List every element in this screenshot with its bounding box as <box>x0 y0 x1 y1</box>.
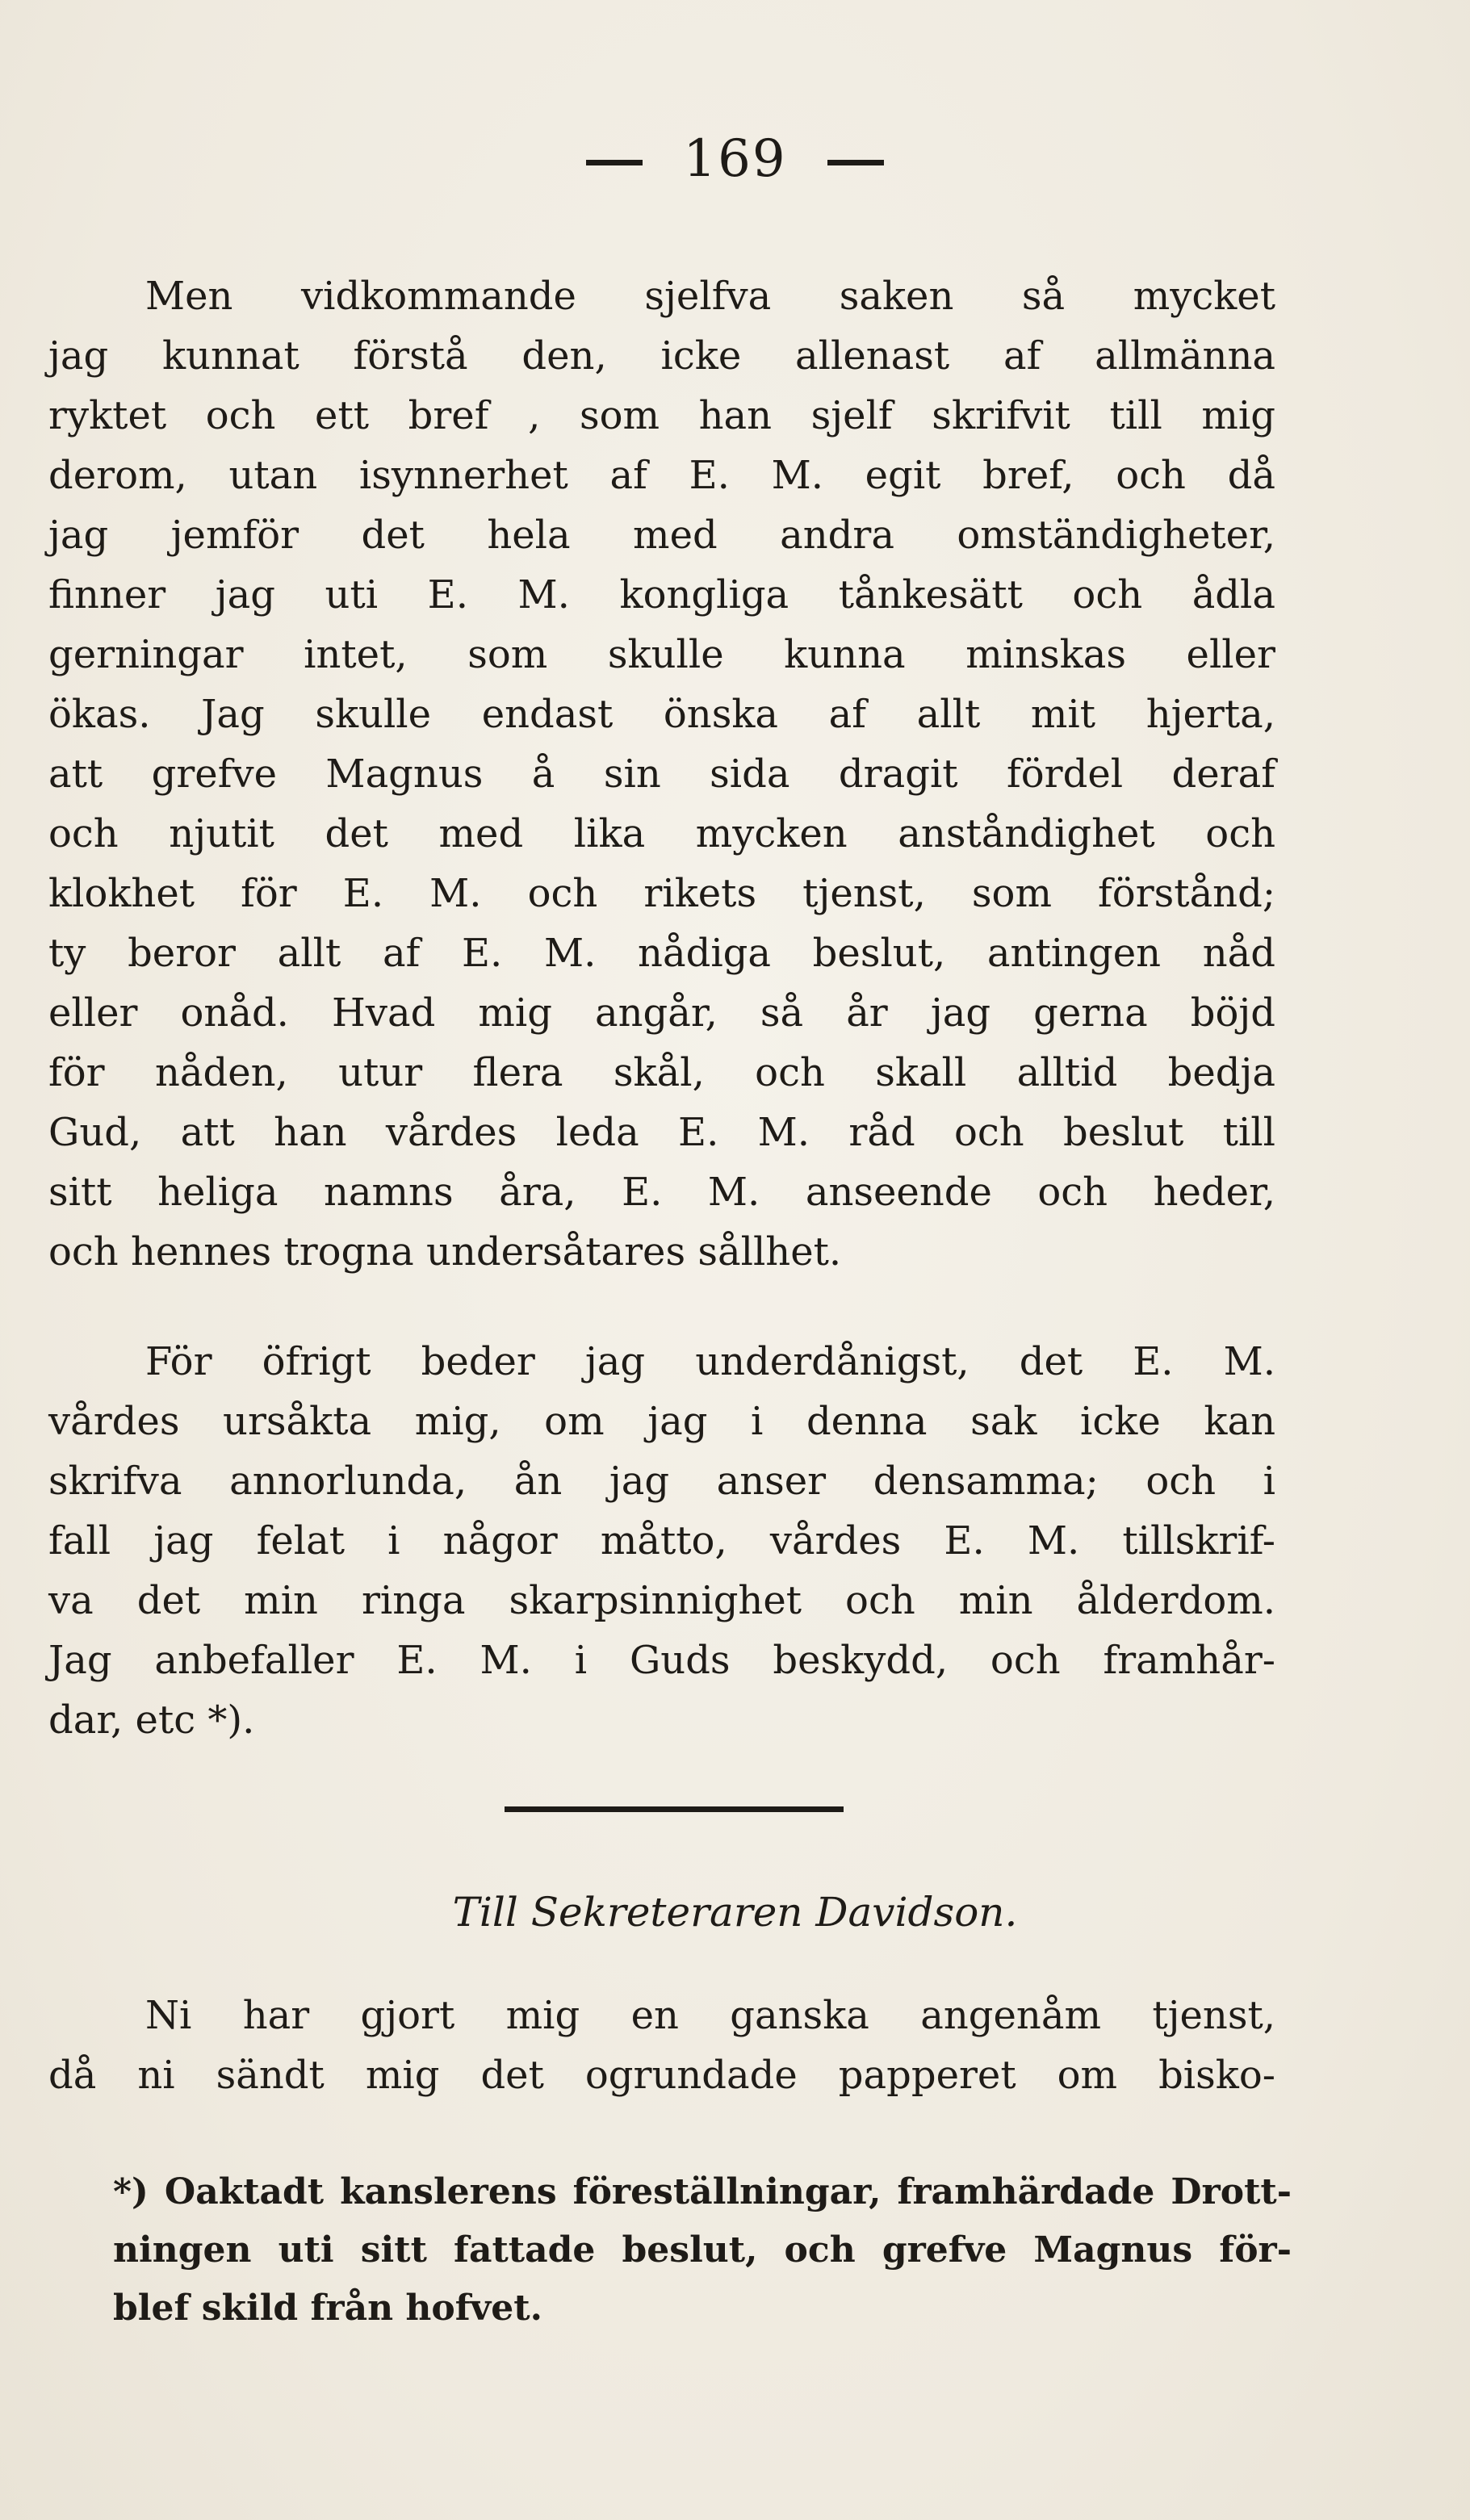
text-line: Gud, att han vårdes leda E. M. råd och beslut till <box>48 1110 1275 1155</box>
text-line: för nåden, utur flera skål, och skall alltid bedja <box>48 1050 1275 1095</box>
text-line: jag jemför det hela med andra omständigheter, <box>48 513 1275 558</box>
page-number: 169 <box>683 129 787 189</box>
header-dash-right <box>827 160 884 165</box>
text-line: gerningar intet, som skulle kunna minskas eller <box>48 632 1275 677</box>
paragraph-3 <box>48 1986 1275 2105</box>
text-line: Jag anbefaller E. M. i Guds beskydd, och framhår- <box>48 1638 1275 1683</box>
text-line: va det min ringa skarpsinnighet och min ålderdom. <box>48 1578 1275 1623</box>
text-line: att grefve Magnus å sin sida dragit fördel deraf <box>48 751 1275 797</box>
letter-heading: Till Sekreteraren Davidson. <box>452 1889 1018 1936</box>
page-header <box>0 129 1470 189</box>
footnote-line: ningen uti sitt fattade beslut, och grefve Magnus för- <box>113 2229 1292 2271</box>
text-line: ryktet och ett bref , som han sjelf skrifvit till mig <box>48 393 1275 438</box>
text-line: Men vidkommande sjelfva saken så mycket <box>145 274 1275 319</box>
text-line: ty beror allt af E. M. nådiga beslut, antingen nåd <box>48 931 1275 976</box>
text-line: sitt heliga namns åra, E. M. anseende och heder, <box>48 1170 1275 1215</box>
text-line: vårdes ursåkta mig, om jag i denna sak icke kan <box>48 1399 1275 1444</box>
text-line: då ni sändt mig det ogrundade papperet om bisko- <box>48 2053 1275 2098</box>
header-dash-left <box>586 160 643 165</box>
section-divider <box>505 1806 844 1812</box>
text-line: finner jag uti E. M. kongliga tånkesätt och ådla <box>48 572 1275 617</box>
text-line: och hennes trogna undersåtares sållhet. <box>48 1229 842 1275</box>
text-line: eller onåd. Hvad mig angår, så år jag gerna böjd <box>48 990 1275 1036</box>
text-line: För öfrigt beder jag underdånigst, det E. M. <box>145 1339 1275 1384</box>
text-line: derom, utan isynnerhet af E. M. egit bref, och då <box>48 453 1275 498</box>
text-line: klokhet för E. M. och rikets tjenst, som förstånd; <box>48 871 1275 916</box>
paragraph-1 <box>48 266 1275 1282</box>
text-line: ökas. Jag skulle endast önska af allt mit hjerta, <box>48 692 1275 737</box>
paragraph-2 <box>48 1332 1275 1750</box>
text-line: fall jag felat i någor måtto, vårdes E. M. tillskrif- <box>48 1518 1275 1563</box>
text-line: Ni har gjort mig en ganska angenåm tjenst, <box>145 1993 1275 2038</box>
text-line: och njutit det med lika mycken anståndighet och <box>48 811 1275 856</box>
text-line: skrifva annorlunda, ån jag anser densamma; och i <box>48 1459 1275 1504</box>
footnote <box>113 2163 1292 2338</box>
text-line: jag kunnat förstå den, icke allenast af allmänna <box>48 333 1275 379</box>
text-line: dar, etc *). <box>48 1697 255 1743</box>
footnote-line: blef skild från hofvet. <box>113 2288 542 2329</box>
footnote-line: *) Oaktadt kanslerens föreställningar, framhärdade Drott- <box>113 2171 1292 2212</box>
